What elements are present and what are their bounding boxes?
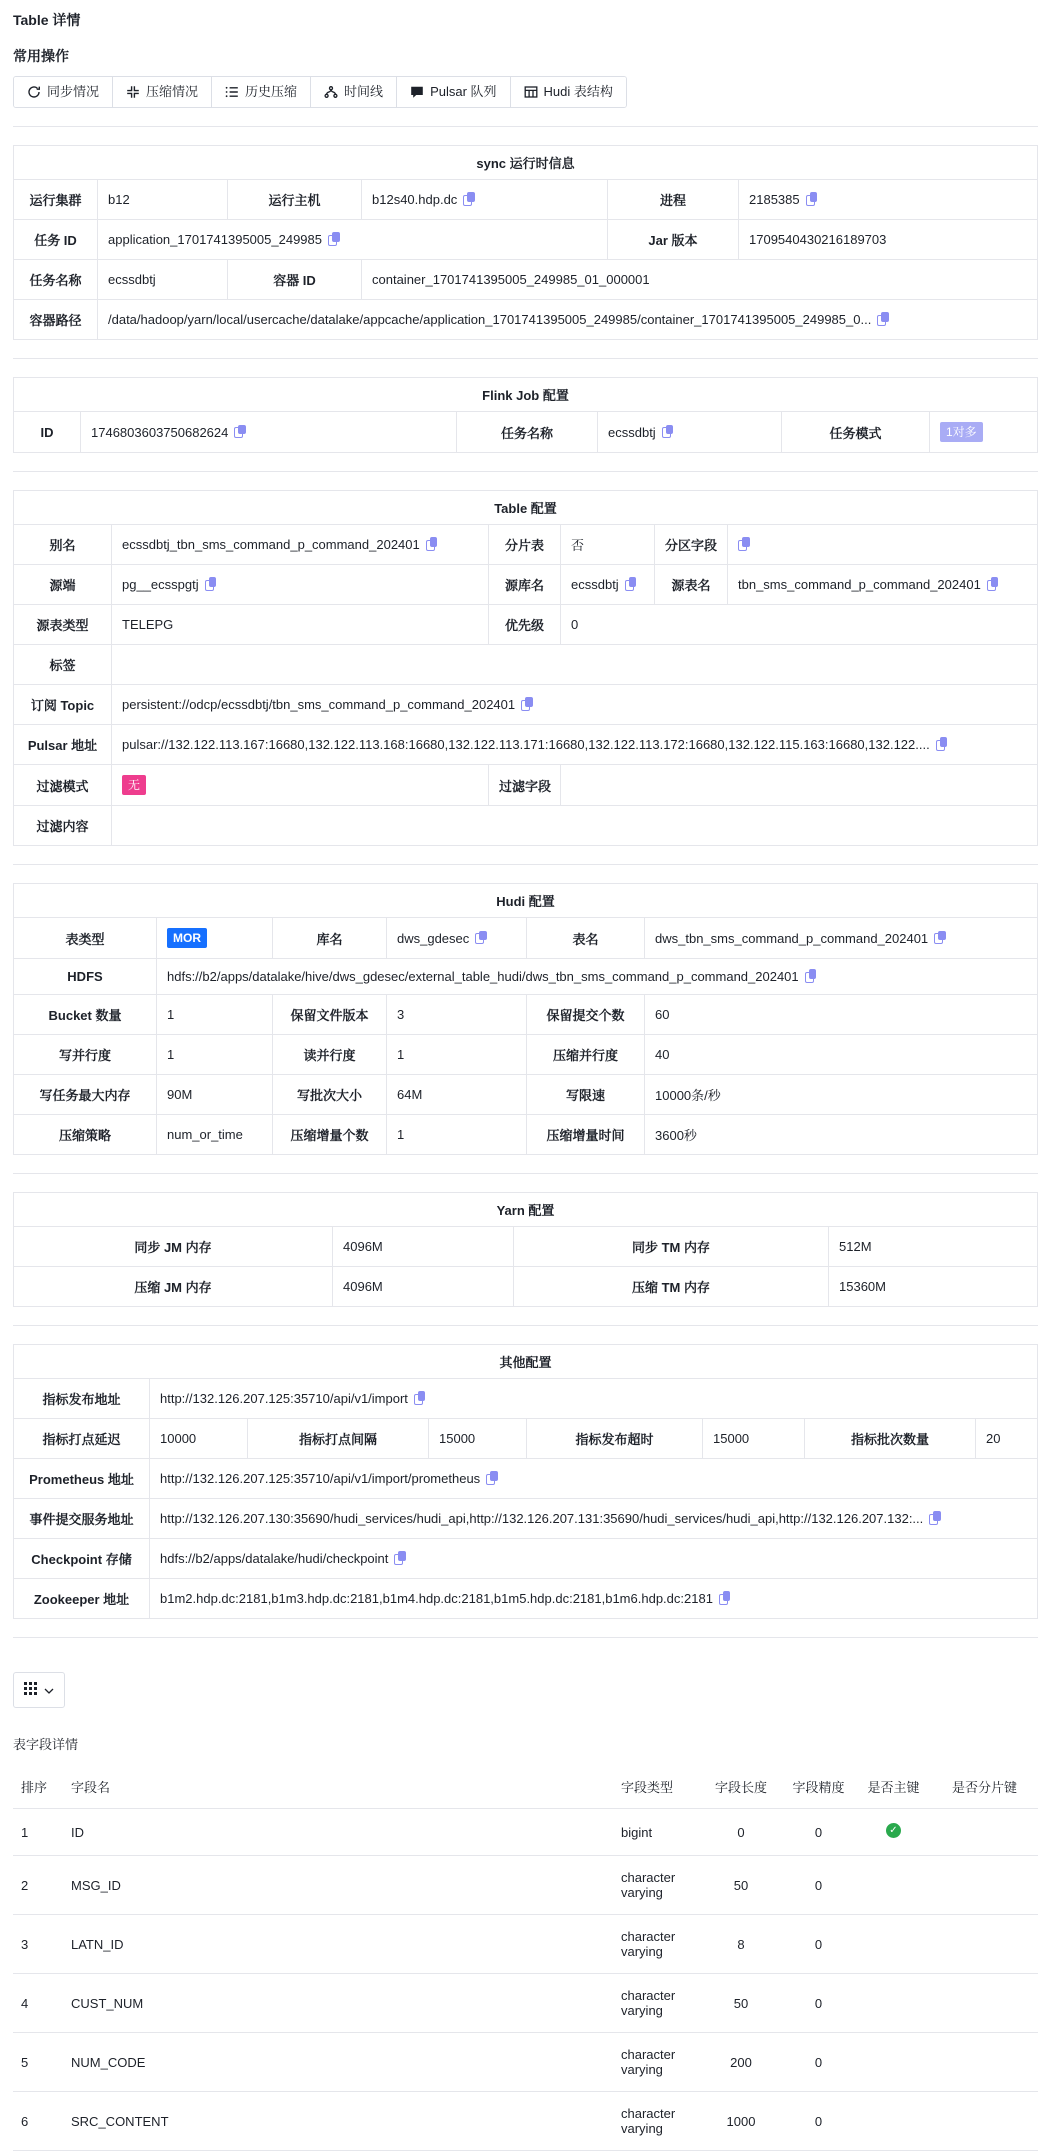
shard-key-cell [931, 1809, 1038, 1856]
compact-delta-value: 1 [387, 1115, 527, 1155]
write-parallelism-value: 1 [157, 1035, 273, 1075]
metric-interval-label: 指标打点间隔 [248, 1419, 429, 1459]
shard-table-value: 否 [561, 525, 655, 565]
topic-label: 订阅 Topic [14, 685, 112, 725]
pulsar-address-text: pulsar://132.122.113.167:16680,132.122.113.168:16680,132.122.113.171:16680,132.122.113.172:16680,132.122.115.163:16680,132.122.... [122, 737, 930, 752]
button-label: Hudi 表结构 [543, 84, 613, 99]
source-type-label: 源表类型 [14, 605, 112, 645]
table-type-label: 表类型 [14, 918, 157, 959]
field-type-cell: character varying [613, 2033, 701, 2092]
topic-value [112, 685, 1038, 725]
filter-content-value [112, 806, 1038, 846]
task-id-text: application_1701741395005_249985 [108, 232, 322, 247]
field-type-cell: bigint [613, 1809, 701, 1856]
table-grid-icon [524, 85, 538, 99]
copy-icon[interactable] [738, 537, 751, 551]
metric-timeout-label: 指标发布超时 [527, 1419, 703, 1459]
compact-parallelism-value: 40 [645, 1035, 1038, 1075]
button-label: 压缩情况 [146, 84, 199, 99]
metric-url-label: 指标发布地址 [14, 1379, 150, 1419]
tag-value [112, 645, 1038, 685]
sync-tm-label: 同步 TM 内存 [514, 1227, 829, 1267]
section-divider [13, 358, 1038, 359]
checkpoint-label: Checkpoint 存储 [14, 1539, 150, 1579]
event-service-value [150, 1499, 1038, 1539]
table-config-table [13, 490, 1038, 846]
section-title: Hudi 配置 [14, 884, 1038, 918]
copy-icon[interactable] [463, 192, 476, 206]
write-batch-value: 64M [387, 1075, 527, 1115]
partition-field-label: 分区字段 [655, 525, 728, 565]
source-table-value [728, 565, 1038, 605]
primary-key-cell [856, 1915, 931, 1974]
filter-mode-label: 过滤模式 [14, 765, 112, 806]
zookeeper-label: Zookeeper 地址 [14, 1579, 150, 1619]
process-label: 进程 [608, 180, 739, 220]
prometheus-value [150, 1459, 1038, 1499]
read-parallelism-value: 1 [387, 1035, 527, 1075]
keep-commit-label: 保留提交个数 [527, 995, 645, 1035]
event-service-text: http://132.126.207.130:35690/hudi_services/hudi_api,http://132.126.207.131:35690/hudi_services/hudi_api,http://132.126.207.132:... [160, 1511, 924, 1526]
container-path-label: 容器路径 [14, 300, 98, 340]
filter-mode-badge: 无 [122, 775, 146, 795]
alias-text: ecssdbtj_tbn_sms_command_p_command_202401 [122, 537, 420, 552]
order-cell: 4 [13, 1974, 63, 2033]
container-id-value: container_1701741395005_249985_01_000001 [362, 260, 1038, 300]
field-name-cell: CUST_NUM [63, 1974, 613, 2033]
pulsar-address-value [112, 725, 1038, 765]
alias-value [112, 525, 489, 565]
field-name-cell: NUM_CODE [63, 2033, 613, 2092]
copy-icon[interactable] [805, 969, 818, 983]
process-value [739, 180, 1038, 220]
flink-name-label: 任务名称 [457, 412, 598, 453]
write-parallelism-label: 写并行度 [14, 1035, 157, 1075]
checkpoint-value [150, 1539, 1038, 1579]
col-shard-key: 是否分片键 [931, 1765, 1038, 1809]
flink-id-value [81, 412, 457, 453]
order-cell: 1 [13, 1809, 63, 1856]
copy-icon[interactable] [394, 1551, 407, 1565]
fields-section-title: 表字段详情 [13, 1737, 79, 1752]
field-precision-cell: 0 [781, 2092, 856, 2151]
flink-mode-label: 任务模式 [782, 412, 930, 453]
common-operations-title: 常用操作 [13, 48, 69, 64]
source-value [112, 565, 489, 605]
copy-icon[interactable] [934, 931, 947, 945]
container-id-label: 容器 ID [228, 260, 362, 300]
source-db-text: ecssdbtj [571, 577, 619, 592]
topic-text: persistent://odcp/ecssdbtj/tbn_sms_command_p_command_202401 [122, 697, 516, 712]
hudi-config-table [13, 883, 1038, 1155]
button-label: 时间线 [344, 84, 384, 99]
field-length-cell: 1000 [701, 2092, 781, 2151]
field-type-cell: character varying [613, 2092, 701, 2151]
mode-badge: 1对多 [940, 422, 983, 442]
container-path-text: /data/hadoop/yarn/local/usercache/datalake/appcache/application_1701741395005_249985/container_1701741395005_249985_0... [108, 312, 872, 327]
filter-field-label: 过滤字段 [489, 765, 561, 806]
order-cell: 3 [13, 1915, 63, 1974]
section-divider [13, 471, 1038, 472]
task-id-label: 任务 ID [14, 220, 98, 260]
flink-mode-value [930, 412, 1038, 453]
read-parallelism-label: 读并行度 [273, 1035, 387, 1075]
priority-value: 0 [561, 605, 1038, 645]
partition-field-value [728, 525, 1038, 565]
metric-url-value [150, 1379, 1038, 1419]
compact-tm-label: 压缩 TM 内存 [514, 1267, 829, 1307]
copy-icon[interactable] [328, 232, 341, 246]
write-limit-value: 10000条/秒 [645, 1075, 1038, 1115]
operations-button-group [13, 76, 627, 108]
filter-mode-value [112, 765, 489, 806]
compact-strategy-value: num_or_time [157, 1115, 273, 1155]
primary-key-cell [856, 1809, 931, 1856]
prometheus-text: http://132.126.207.125:35710/api/v1/import/prometheus [160, 1471, 481, 1486]
table-row [13, 2092, 1038, 2151]
hudi-db-value [387, 918, 527, 959]
source-type-value: TELEPG [112, 605, 489, 645]
jar-version-value: 1709540430216189703 [739, 220, 1038, 260]
copy-icon[interactable] [662, 425, 675, 439]
field-precision-cell: 0 [781, 1809, 856, 1856]
copy-icon[interactable] [625, 577, 638, 591]
write-batch-label: 写批次大小 [273, 1075, 387, 1115]
section-title: Yarn 配置 [14, 1193, 1038, 1227]
field-name-cell: SRC_CONTENT [63, 2092, 613, 2151]
yarn-config-table [13, 1192, 1038, 1307]
table-fields-table [13, 1765, 1038, 2151]
copy-icon[interactable] [936, 737, 949, 751]
metric-timeout-value: 15000 [703, 1419, 805, 1459]
metric-delay-label: 指标打点延迟 [14, 1419, 150, 1459]
metric-url-text: http://132.126.207.125:35710/api/v1/import [160, 1391, 408, 1406]
host-text: b12s40.hdp.dc [372, 192, 458, 207]
copy-icon[interactable] [987, 577, 1000, 591]
keep-file-value: 3 [387, 995, 527, 1035]
flink-name-text: ecssdbtj [608, 424, 656, 440]
filter-content-label: 过滤内容 [14, 806, 112, 846]
keep-file-label: 保留文件版本 [273, 995, 387, 1035]
button-label: 同步情况 [47, 84, 100, 99]
compact-jm-label: 压缩 JM 内存 [14, 1267, 333, 1307]
copy-icon[interactable] [414, 1391, 427, 1405]
source-text: pg__ecsspgtj [122, 577, 199, 592]
table-row [13, 1809, 1038, 1856]
field-type-cell: character varying [613, 1915, 701, 1974]
order-cell: 6 [13, 2092, 63, 2151]
zookeeper-text: b1m2.hdp.dc:2181,b1m3.hdp.dc:2181,b1m4.hdp.dc:2181,b1m5.hdp.dc:2181,b1m6.hdp.dc:2181 [160, 1591, 713, 1606]
field-type-cell: character varying [613, 1856, 701, 1915]
order-cell: 2 [13, 1856, 63, 1915]
col-field-type: 字段类型 [613, 1765, 701, 1809]
shard-key-cell [931, 1974, 1038, 2033]
pulsar-address-label: Pulsar 地址 [14, 725, 112, 765]
metric-batch-label: 指标批次数量 [805, 1419, 976, 1459]
field-name-cell: LATN_ID [63, 1915, 613, 1974]
field-length-cell: 50 [701, 1974, 781, 2033]
zookeeper-value [150, 1579, 1038, 1619]
shard-key-cell [931, 1856, 1038, 1915]
field-precision-cell: 0 [781, 1915, 856, 1974]
primary-key-cell [856, 1974, 931, 2033]
flink-name-value [598, 412, 782, 453]
field-length-cell: 200 [701, 2033, 781, 2092]
compress-status-button[interactable] [113, 77, 212, 107]
write-max-memory-value: 90M [157, 1075, 273, 1115]
table-row [13, 1856, 1038, 1915]
sync-jm-label: 同步 JM 内存 [14, 1227, 333, 1267]
task-id-value [98, 220, 608, 260]
section-divider [13, 126, 1038, 127]
hdfs-text: hdfs://b2/apps/datalake/hive/dws_gdesec/external_table_hudi/dws_tbn_sms_command_p_command_202401 [167, 969, 799, 984]
sync-status-button[interactable] [14, 77, 113, 107]
col-field-length: 字段长度 [701, 1765, 781, 1809]
hudi-db-text: dws_gdesec [397, 930, 470, 946]
compact-time-value: 3600秒 [645, 1115, 1038, 1155]
table-row [13, 2033, 1038, 2092]
copy-icon[interactable] [426, 537, 439, 551]
column-settings-dropdown[interactable] [13, 1672, 65, 1708]
task-name-label: 任务名称 [14, 260, 98, 300]
prometheus-label: Prometheus 地址 [14, 1459, 150, 1499]
hudi-table-structure-button[interactable] [511, 77, 626, 107]
timeline-icon [324, 85, 338, 99]
field-name-cell: ID [63, 1809, 613, 1856]
compact-strategy-label: 压缩策略 [14, 1115, 157, 1155]
section-title: Table 配置 [14, 491, 1038, 525]
source-label: 源端 [14, 565, 112, 605]
shard-key-cell [931, 2092, 1038, 2151]
copy-icon[interactable] [806, 192, 819, 206]
pulsar-queue-button[interactable] [397, 77, 510, 107]
field-precision-cell: 0 [781, 1974, 856, 2033]
copy-icon[interactable] [486, 1471, 499, 1485]
hudi-table-value [645, 918, 1038, 959]
history-compaction-button[interactable] [212, 77, 311, 107]
hdfs-label: HDFS [14, 959, 157, 995]
sync-icon [27, 85, 41, 99]
field-precision-cell: 0 [781, 2033, 856, 2092]
col-field-name: 字段名 [63, 1765, 613, 1809]
copy-icon[interactable] [877, 312, 890, 326]
hudi-table-text: dws_tbn_sms_command_p_command_202401 [655, 930, 929, 946]
chevron-down-icon [44, 1683, 54, 1698]
page-title: Table 详情 [13, 12, 81, 28]
metric-delay-value: 10000 [150, 1419, 248, 1459]
grid-icon [24, 1682, 37, 1698]
other-config-table [13, 1344, 1038, 1619]
button-label: Pulsar 队列 [430, 84, 497, 99]
primary-key-cell [856, 2033, 931, 2092]
compact-time-label: 压缩增量时间 [527, 1115, 645, 1155]
source-db-value [561, 565, 655, 605]
write-max-memory-label: 写任务最大内存 [14, 1075, 157, 1115]
section-title: sync 运行时信息 [14, 146, 1038, 180]
timeline-button[interactable] [311, 77, 397, 107]
write-limit-label: 写限速 [527, 1075, 645, 1115]
priority-label: 优先级 [489, 605, 561, 645]
field-length-cell: 8 [701, 1915, 781, 1974]
filter-field-value [561, 765, 1038, 806]
jar-version-label: Jar 版本 [608, 220, 739, 260]
copy-icon[interactable] [521, 697, 534, 711]
button-label: 历史压缩 [245, 84, 298, 99]
col-primary-key: 是否主键 [856, 1765, 931, 1809]
metric-interval-value: 15000 [429, 1419, 527, 1459]
source-db-label: 源库名 [489, 565, 561, 605]
keep-commit-value: 60 [645, 995, 1038, 1035]
copy-icon[interactable] [929, 1511, 942, 1525]
compress-icon [126, 85, 140, 99]
event-service-label: 事件提交服务地址 [14, 1499, 150, 1539]
checkpoint-text: hdfs://b2/apps/datalake/hudi/checkpoint [160, 1551, 389, 1566]
field-precision-cell: 0 [781, 1856, 856, 1915]
hdfs-value [157, 959, 1038, 995]
shard-key-cell [931, 1915, 1038, 1974]
check-circle-icon [886, 1823, 901, 1838]
history-list-icon [225, 85, 239, 99]
sync-runtime-table [13, 145, 1038, 340]
compact-parallelism-label: 压缩并行度 [527, 1035, 645, 1075]
table-row [13, 1974, 1038, 2033]
section-divider [13, 864, 1038, 865]
table-row [13, 1915, 1038, 1974]
copy-icon[interactable] [475, 931, 488, 945]
field-name-cell: MSG_ID [63, 1856, 613, 1915]
section-title: Flink Job 配置 [14, 378, 1038, 412]
host-label: 运行主机 [228, 180, 362, 220]
col-order: 排序 [13, 1765, 63, 1809]
message-icon [410, 85, 424, 99]
primary-key-cell [856, 2092, 931, 2151]
container-path-value [98, 300, 1038, 340]
hudi-table-label: 表名 [527, 918, 645, 959]
shard-key-cell [931, 2033, 1038, 2092]
sync-tm-value: 512M [829, 1227, 1038, 1267]
field-length-cell: 0 [701, 1809, 781, 1856]
field-length-cell: 50 [701, 1856, 781, 1915]
shard-table-label: 分片表 [489, 525, 561, 565]
section-divider [13, 1637, 1038, 1638]
task-name-value: ecssdbtj [98, 260, 228, 300]
primary-key-cell [856, 1856, 931, 1915]
table-type-value [157, 918, 273, 959]
flink-job-table [13, 377, 1038, 453]
order-cell: 5 [13, 2033, 63, 2092]
sync-jm-value: 4096M [333, 1227, 514, 1267]
col-field-precision: 字段精度 [781, 1765, 856, 1809]
host-value [362, 180, 608, 220]
flink-id-text: 1746803603750682624 [91, 424, 229, 440]
cluster-label: 运行集群 [14, 180, 98, 220]
flink-id-label: ID [14, 412, 81, 453]
compact-tm-value: 15360M [829, 1267, 1038, 1307]
section-title: 其他配置 [14, 1345, 1038, 1379]
metric-batch-value: 20 [976, 1419, 1038, 1459]
field-type-cell: character varying [613, 1974, 701, 2033]
section-divider [13, 1173, 1038, 1174]
alias-label: 别名 [14, 525, 112, 565]
bucket-count-label: Bucket 数量 [14, 995, 157, 1035]
copy-icon[interactable] [719, 1591, 732, 1605]
copy-icon[interactable] [205, 577, 218, 591]
source-table-text: tbn_sms_command_p_command_202401 [738, 577, 981, 592]
compact-delta-label: 压缩增量个数 [273, 1115, 387, 1155]
bucket-count-value: 1 [157, 995, 273, 1035]
section-divider [13, 1325, 1038, 1326]
copy-icon[interactable] [234, 425, 247, 439]
table-type-badge: MOR [167, 928, 207, 948]
hudi-db-label: 库名 [273, 918, 387, 959]
process-text: 2185385 [749, 192, 800, 207]
tag-label: 标签 [14, 645, 112, 685]
compact-jm-value: 4096M [333, 1267, 514, 1307]
cluster-value: b12 [98, 180, 228, 220]
source-table-label: 源表名 [655, 565, 728, 605]
